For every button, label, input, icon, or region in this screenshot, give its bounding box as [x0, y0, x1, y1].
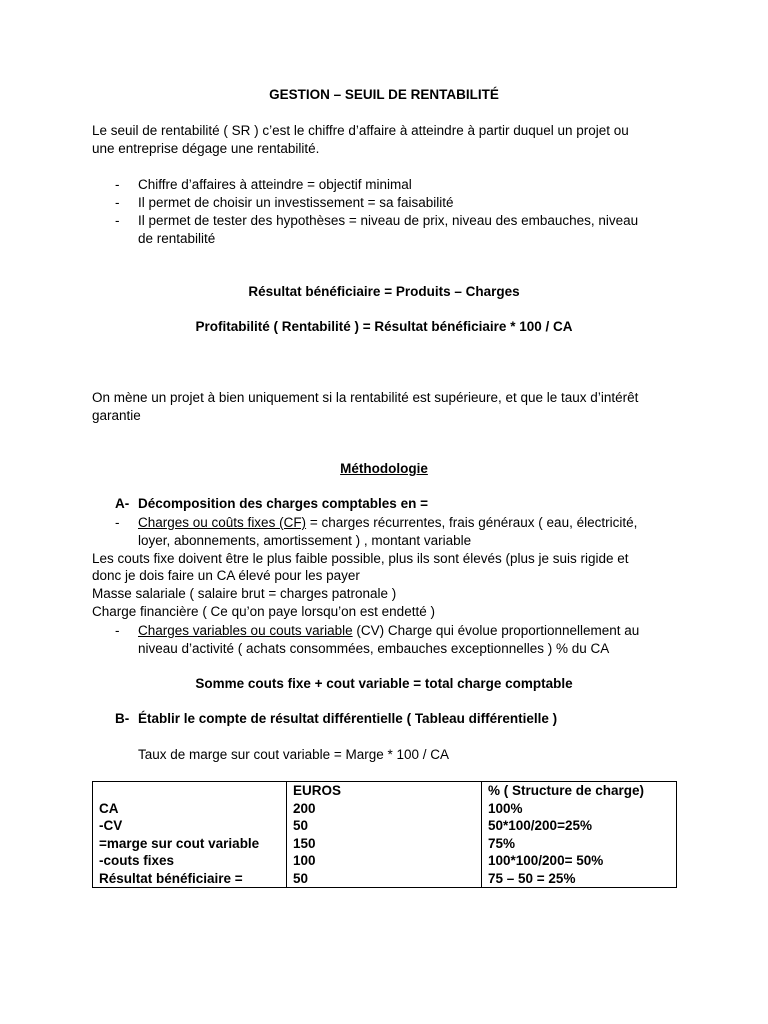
note-line: Les couts fixe doivent être le plus faible possible, plus ils sont élevés (plus je suis rigide et	[92, 551, 629, 566]
fixed-charges-label: Charges ou coûts fixes (CF)	[138, 515, 307, 530]
note-line: Charge financière ( Ce qu’on paye lorsqu’on est endetté )	[92, 604, 435, 619]
table-cell-value: 75 – 50 = 25%	[488, 870, 576, 886]
section-a-title: Décomposition des charges comptables en =	[138, 496, 428, 511]
formula-total-charges: Somme couts fixe + cout variable = total charge comptable	[195, 676, 573, 691]
formula-profitability: Profitabilité ( Rentabilité ) = Résultat bénéficiaire * 100 / CA	[195, 319, 573, 334]
variable-charges-label: Charges variables ou couts variable	[138, 623, 353, 638]
table-cell-value: -CV	[99, 818, 123, 833]
fixed-charges-text: = charges récurrentes, frais généraux ( eau, électricité,	[306, 515, 638, 530]
methodology-heading	[0, 460, 768, 478]
table-cell-value: 150	[293, 835, 316, 851]
section-b-marker: B-	[115, 711, 130, 726]
table-cell-value: 100*100/200= 50%	[488, 853, 604, 868]
table-cell-value: 75%	[488, 835, 516, 851]
table-header: EUROS	[293, 783, 342, 798]
intro-line-1: Le seuil de rentabilité ( SR ) c’est le chiffre d’affaire à atteindre à partir duquel un projet ou	[92, 123, 629, 138]
bullet-item: Chiffre d’affaires à atteindre = objectif minimal	[138, 177, 412, 192]
table-cell-value: 50	[293, 818, 309, 833]
table-row	[93, 782, 677, 888]
table-header	[99, 782, 280, 800]
margin-rate-formula: Taux de marge sur cout variable = Marge * 100 / CA	[138, 747, 450, 762]
bullet-dash: -	[115, 195, 120, 210]
table-cell-value: =marge sur cout variable	[99, 835, 260, 851]
table-cell	[93, 782, 287, 888]
paragraph-line-2: garantie	[92, 408, 141, 423]
variable-charges-line	[138, 622, 639, 640]
note-line: donc je dois faire un CA élevé pour les payer	[92, 568, 360, 583]
table-cell	[482, 782, 677, 888]
formula-result: Résultat bénéficiaire = Produits – Charges	[248, 284, 520, 299]
variable-charges-line-2: niveau d’activité ( achats consommées, embauches exceptionnelles ) % du CA	[138, 641, 610, 656]
table-cell-value: 50*100/200=25%	[488, 818, 592, 833]
page-title: GESTION – SEUIL DE RENTABILITÉ	[269, 87, 499, 102]
note-line: Masse salariale ( salaire brut = charges patronale )	[92, 586, 397, 601]
bullet-dash: -	[115, 515, 120, 530]
table-cell-value: Résultat bénéficiaire =	[99, 870, 243, 886]
bullet-item: Il permet de choisir un investissement = sa faisabilité	[138, 195, 454, 210]
table-cell-value: 50	[293, 870, 309, 886]
table-cell-value: 100	[293, 853, 316, 868]
table-cell-value: CA	[99, 800, 119, 816]
table-cell	[287, 782, 482, 888]
bullet-dash: -	[115, 177, 120, 192]
variable-charges-text: (CV) Charge qui évolue proportionnellement au	[352, 623, 640, 638]
fixed-charges-line	[138, 514, 637, 532]
table-cell-value: -couts fixes	[99, 853, 175, 868]
table-header: % ( Structure de charge)	[488, 783, 645, 798]
section-b-title: Établir le compte de résultat différentielle ( Tableau différentielle )	[138, 711, 558, 726]
section-a-marker: A-	[115, 496, 130, 511]
paragraph-line-1: On mène un projet à bien uniquement si la rentabilité est supérieure, et que le taux d’intérêt	[92, 390, 639, 405]
table-cell-value: 100%	[488, 800, 523, 816]
table-cell-value: 200	[293, 800, 316, 816]
bullet-item: Il permet de tester des hypothèses = niveau de prix, niveau des embauches, niveau	[138, 213, 639, 228]
methodology-heading-text: Méthodologie	[340, 461, 428, 476]
result-table	[92, 781, 677, 888]
bullet-dash: -	[115, 213, 120, 228]
intro-line-2: une entreprise dégage une rentabilité.	[92, 141, 320, 156]
fixed-charges-line-2: loyer, abonnements, amortissement ) , montant variable	[138, 533, 472, 548]
bullet-dash: -	[115, 623, 120, 638]
bullet-item-continued: de rentabilité	[138, 231, 216, 246]
